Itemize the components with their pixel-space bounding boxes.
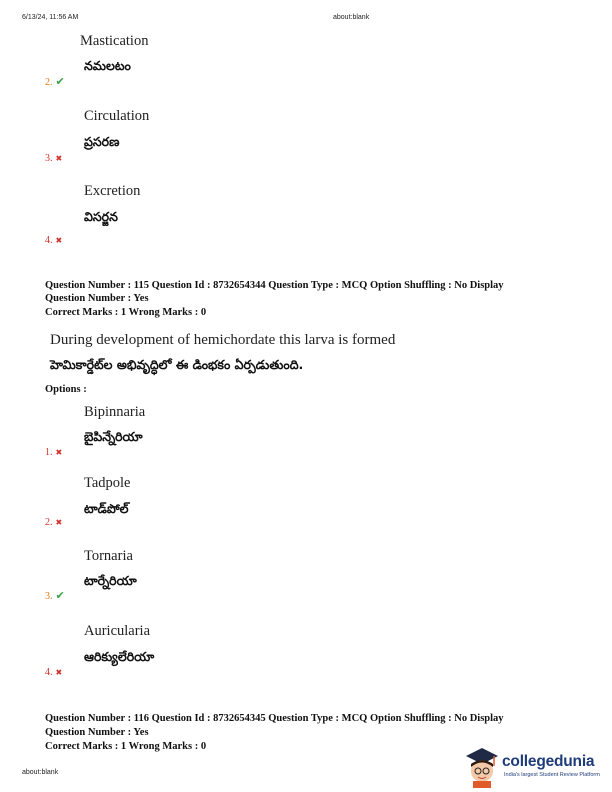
- option-text-te: నమలటం: [84, 58, 131, 73]
- option-number: 4.: [45, 235, 53, 246]
- option-number: 2.: [45, 517, 53, 528]
- question-marks: Correct Marks : 1 Wrong Marks : 0: [45, 741, 207, 752]
- option-number: 2.: [45, 77, 53, 88]
- options-label: Options :: [45, 384, 87, 395]
- option-number-row: [45, 662, 62, 680]
- option-number-row: [45, 586, 65, 604]
- question-meta: Question Number : 116 Question Id : 8732654345 Question Type : MCQ Option Shuffling : No Display: [45, 713, 504, 724]
- option-number: 3.: [45, 153, 53, 164]
- check-icon: ✔: [55, 589, 65, 602]
- question-meta: Question Number : Yes: [45, 293, 149, 304]
- cross-icon: ✖: [55, 236, 63, 245]
- check-icon: ✔: [55, 75, 65, 88]
- option-text-en: Circulation: [84, 108, 150, 124]
- option-number-row: [45, 442, 62, 460]
- option-text-en: Tornaria: [84, 548, 133, 564]
- option-text-en: Auricularia: [84, 623, 151, 639]
- collegedunia-logo: [462, 744, 608, 788]
- question-text-te: హెమికార్డేట్‌ల అభివృద్ధిలో ఈ డింభకం ఏర్పడుతుంది.: [50, 357, 304, 372]
- option-text-te: బైపిన్నేరియా: [84, 429, 143, 444]
- print-footer-url: about:blank: [22, 769, 59, 776]
- logo-tagline: India's largest Student Review Platform: [504, 772, 600, 778]
- question-text-en: During development of hemichordate this larva is formed: [50, 332, 396, 348]
- option-text-te: టార్నేరియా: [84, 573, 137, 588]
- print-page-title: about:blank: [333, 14, 370, 21]
- cross-icon: ✖: [55, 668, 63, 677]
- option-text-en: Mastication: [80, 33, 149, 49]
- option-number-row: [45, 72, 65, 90]
- option-number: 1.: [45, 447, 53, 458]
- option-text-en: Tadpole: [84, 475, 131, 491]
- option-number-row: [45, 230, 62, 248]
- option-number-row: [45, 148, 62, 166]
- option-text-en: Bipinnaria: [84, 404, 146, 420]
- option-number: 3.: [45, 591, 53, 602]
- print-datetime: 6/13/24, 11:56 AM: [22, 14, 79, 21]
- cross-icon: ✖: [55, 518, 63, 527]
- student-mascot-icon: [462, 744, 500, 788]
- cross-icon: ✖: [55, 154, 63, 163]
- question-meta: Question Number : 115 Question Id : 8732654344 Question Type : MCQ Option Shuffling : No Display: [45, 280, 504, 291]
- option-text-te: ప్రసరణ: [84, 134, 120, 149]
- question-marks: Correct Marks : 1 Wrong Marks : 0: [45, 307, 207, 318]
- cross-icon: ✖: [55, 448, 63, 457]
- option-text-te: టాడ్‌పోల్: [84, 501, 129, 516]
- option-number: 4.: [45, 667, 53, 678]
- question-meta: Question Number : Yes: [45, 727, 149, 738]
- option-text-te: ఆరిక్యులేరియా: [84, 649, 155, 664]
- option-number-row: [45, 512, 62, 530]
- option-text-en: Excretion: [84, 183, 141, 199]
- option-text-te: విసర్జన: [84, 209, 118, 224]
- logo-name: collegedunia: [502, 753, 595, 770]
